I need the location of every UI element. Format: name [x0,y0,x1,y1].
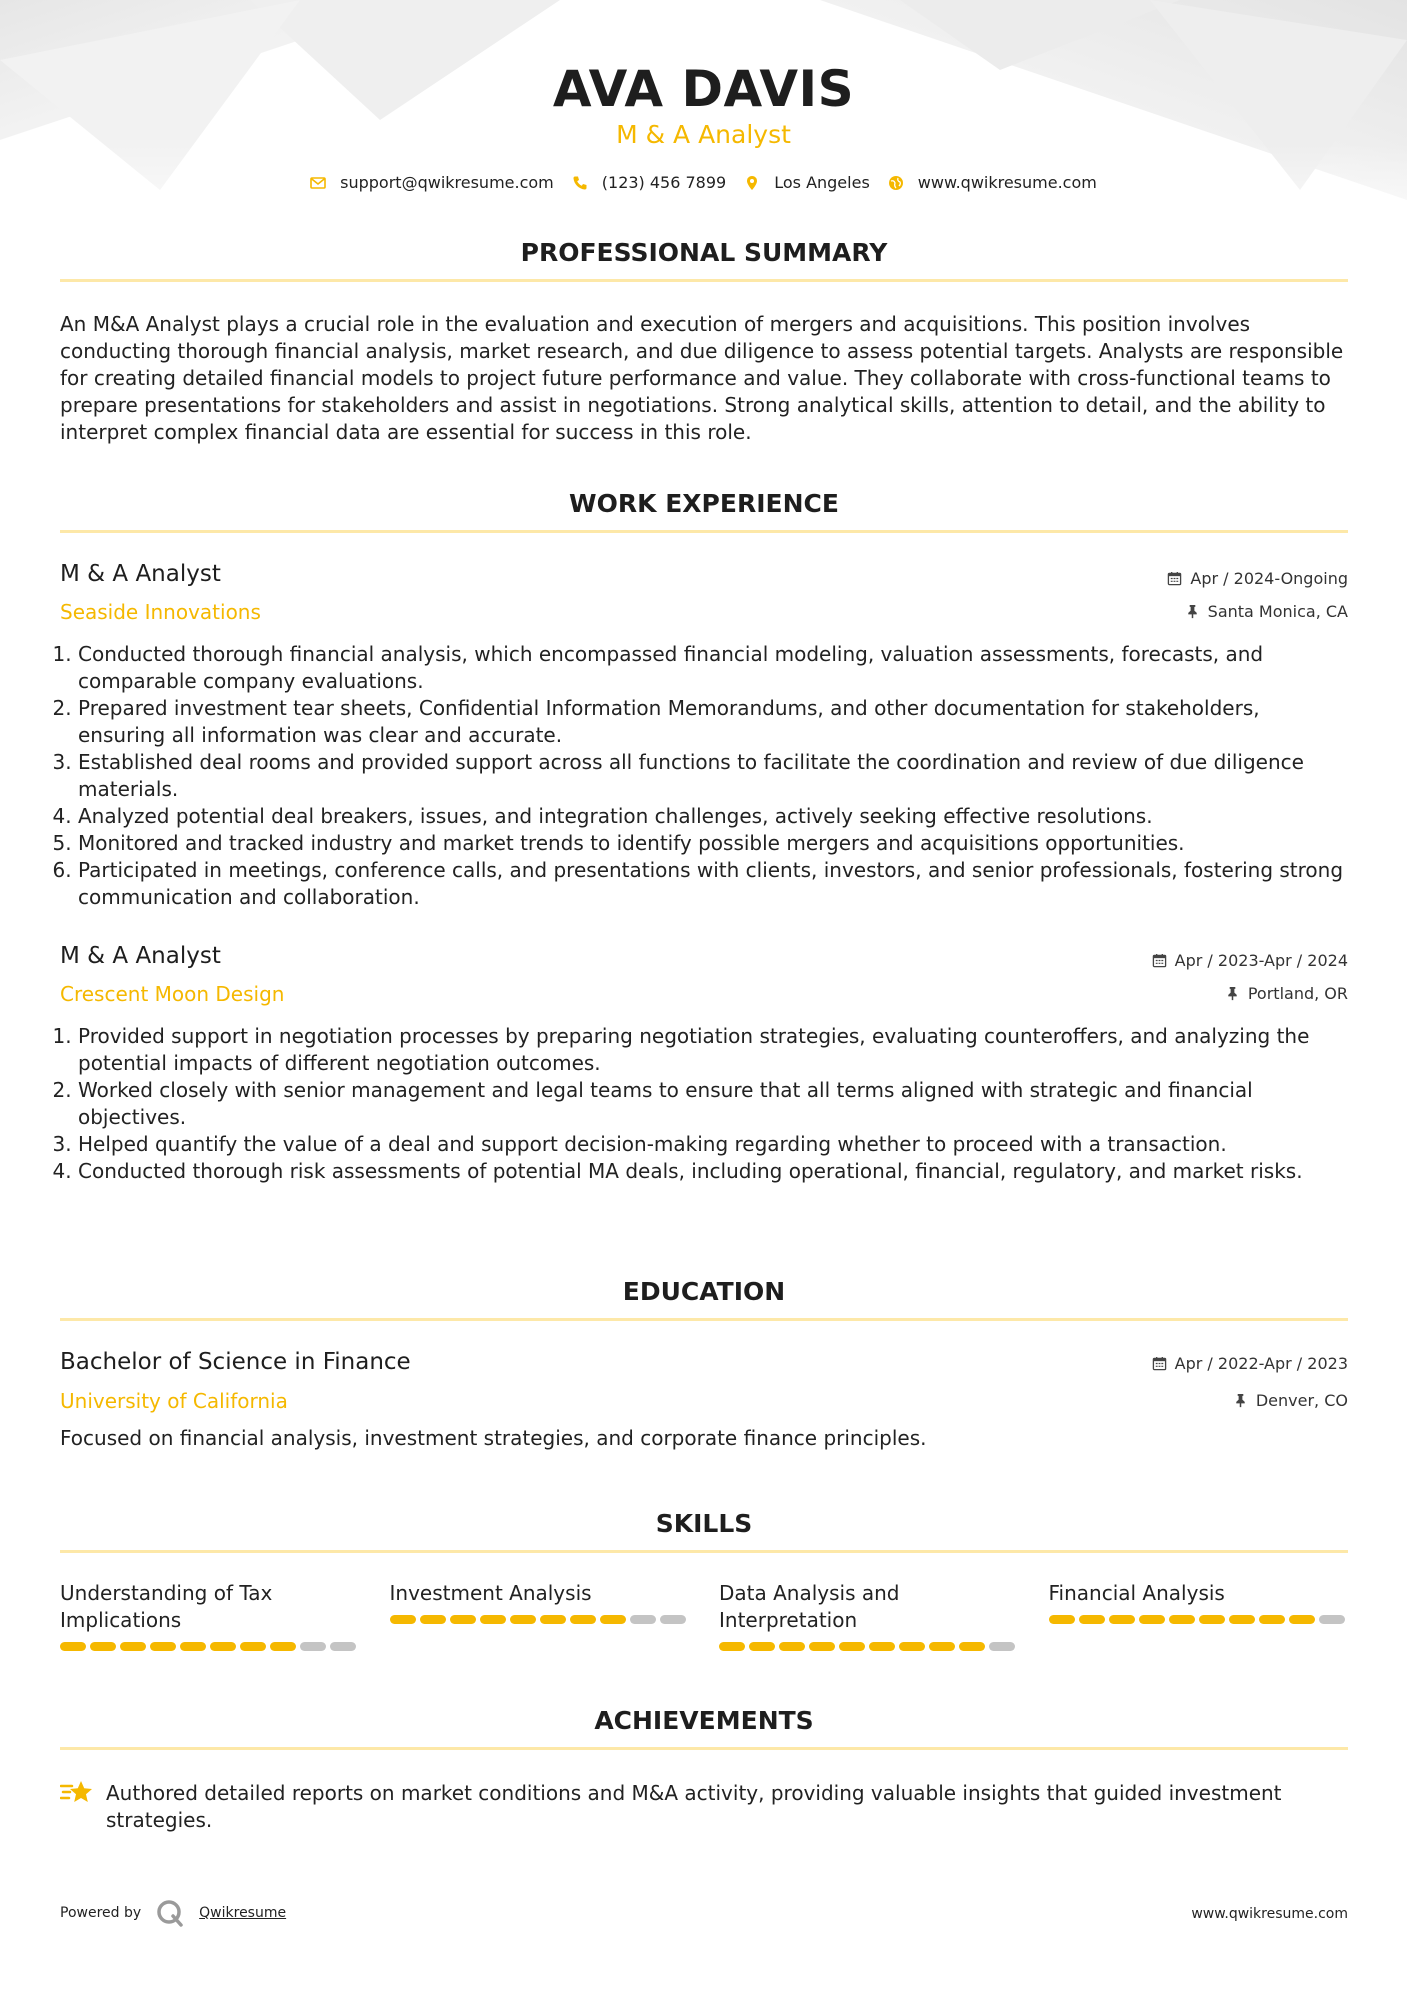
skill-item [1049,1580,1349,1651]
rating-segment-filled [1199,1615,1225,1624]
rating-segment-filled [180,1642,206,1651]
rating-segment-filled [1229,1615,1255,1624]
contact-phone[interactable] [572,173,726,192]
rating-segment-filled [779,1642,805,1651]
qwikresume-link[interactable]: Qwikresume [199,1905,287,1921]
list-item: 2. Prepared investment tear sheets, Confidential Information Memorandums, and other documentation for stakeholders, ensuring all information was clear and accurate. [78,695,1350,749]
calendar-icon [1167,571,1182,586]
list-item: 2. Worked closely with senior management and legal teams to ensure that all terms aligned with strategic and financial objectives. [78,1077,1350,1131]
job-bullets [60,641,1350,911]
rating-segment-filled [839,1642,865,1651]
skill-rating-bar [390,1615,690,1624]
rating-segment-filled [450,1615,476,1624]
powered-by-label: Powered by [60,1905,142,1921]
list-item: 3. Helped quantify the value of a deal and support decision-making regarding whether to proceed with a transaction. [78,1131,1350,1158]
contact-website[interactable] [888,173,1097,192]
education-location-text: Denver, CO [1255,1391,1348,1410]
phone-icon [572,175,588,191]
rating-segment-filled [1079,1615,1105,1624]
education-location [1233,1391,1348,1410]
job-dates-text: Apr / 2024-Ongoing [1190,569,1348,588]
rating-segment-filled [600,1615,626,1624]
summary-text: An M&A Analyst plays a crucial role in the evaluation and execution of mergers and acquisitions. This position involves conducting thorough financial analysis, market research, and due diligence to assess potential targets. Analysts are responsible for creating detailed financial models to project future performance and value. They collaborate with cross-functional teams to prepare presentations for stakeholders and assist in negotiations. Strong analytical skills, attention to detail, and the ability to interpret complex financial data are essential for success in this role. [60,312,1344,444]
candidate-name: AVA DAVIS [552,60,855,118]
rating-segment-filled [1259,1615,1285,1624]
rating-segment-filled [929,1642,955,1651]
skill-item [390,1580,690,1651]
pushpin-icon [1185,604,1200,619]
job-title: M & A Analyst [60,943,221,969]
education-heading: EDUCATION [60,1277,1348,1321]
rating-segment-filled [540,1615,566,1624]
rating-segment-filled [480,1615,506,1624]
rating-segment-filled [390,1615,416,1624]
rating-segment-filled [120,1642,146,1651]
rating-segment-filled [510,1615,536,1624]
job-bullets [60,1023,1350,1185]
job-dates [1167,569,1348,588]
rating-segment-empty [1319,1615,1345,1624]
skill-name: Investment Analysis [389,1581,592,1605]
company-name: Seaside Innovations [60,600,261,624]
map-pin-icon [744,175,760,191]
skill-rating-bar [719,1642,1019,1651]
education-dates-text: Apr / 2022-Apr / 2023 [1174,1354,1348,1373]
calendar-icon [1152,953,1167,968]
school-name: University of California [60,1389,288,1413]
job-location [1185,602,1348,621]
skill-name: Data Analysis and Interpretation [719,1581,900,1632]
skill-name: Financial Analysis [1048,1581,1225,1605]
rating-segment-filled [869,1642,895,1651]
rating-segment-filled [240,1642,266,1651]
education-dates [1152,1354,1348,1373]
rating-segment-filled [959,1642,985,1651]
list-item: 4. Analyzed potential deal breakers, issues, and integration challenges, actively seeking effective resolutions. [78,803,1350,830]
list-item: 3. Established deal rooms and provided support across all functions to facilitate the coordination and review of due diligence materials. [78,749,1350,803]
skill-item [719,1580,1019,1651]
achievement-item [60,1780,1350,1834]
qwikresume-logo-icon [155,1898,185,1928]
rating-segment-filled [899,1642,925,1651]
achievement-text: Authored detailed reports on market conditions and M&A activity, providing valuable insights that guided investment strategies. [106,1781,1282,1832]
rating-segment-empty [660,1615,686,1624]
rating-segment-filled [809,1642,835,1651]
education-description: Focused on financial analysis, investment strategies, and corporate finance principles. [60,1426,927,1450]
shooting-star-icon [60,1778,94,1808]
rating-segment-empty [330,1642,356,1651]
rating-segment-filled [1139,1615,1165,1624]
footer-powered-by [60,1898,286,1928]
list-item: 4. Conducted thorough risk assessments of potential MA deals, including operational, financial, regulatory, and market risks. [78,1158,1350,1185]
summary-heading: PROFESSIONAL SUMMARY [60,238,1348,282]
skills-grid [60,1580,1348,1651]
job-title: M & A Analyst [60,561,221,587]
pushpin-icon [1233,1393,1248,1408]
contact-bar [0,173,1407,192]
envelope-icon [310,175,326,191]
job-dates [1152,951,1348,970]
rating-segment-filled [60,1642,86,1651]
globe-icon [888,175,904,191]
contact-email[interactable] [310,173,554,192]
rating-segment-filled [1169,1615,1195,1624]
rating-segment-filled [210,1642,236,1651]
rating-segment-empty [300,1642,326,1651]
skills-heading: SKILLS [60,1509,1348,1553]
job-location-text: Portland, OR [1247,984,1348,1003]
contact-website-text: www.qwikresume.com [917,173,1097,192]
contact-location [744,173,870,192]
pushpin-icon [1225,986,1240,1001]
rating-segment-filled [749,1642,775,1651]
contact-phone-text: (123) 456 7899 [601,173,727,192]
experience-heading: WORK EXPERIENCE [60,489,1348,533]
achievements-heading: ACHIEVEMENTS [60,1706,1348,1750]
list-item: 6. Participated in meetings, conference calls, and presentations with clients, investors, and senior professionals, fostering strong communication and collaboration. [78,857,1350,911]
contact-email-text: support@qwikresume.com [340,173,554,192]
degree-title: Bachelor of Science in Finance [60,1349,411,1375]
skill-rating-bar [60,1642,360,1651]
footer-site-link[interactable]: www.qwikresume.com [1191,1906,1348,1922]
job-dates-text: Apr / 2023-Apr / 2024 [1174,951,1348,970]
skill-rating-bar [1049,1615,1349,1624]
rating-segment-filled [719,1642,745,1651]
list-item: 1. Provided support in negotiation processes by preparing negotiation strategies, evaluating counteroffers, and analyzing the potential impacts of different negotiation outcomes. [78,1023,1350,1077]
list-item: 5. Monitored and tracked industry and market trends to identify possible mergers and acquisitions opportunities. [78,830,1350,857]
job-location [1225,984,1348,1003]
rating-segment-filled [1049,1615,1075,1624]
contact-location-text: Los Angeles [774,173,870,192]
rating-segment-filled [270,1642,296,1651]
candidate-title: M & A Analyst [616,120,791,149]
rating-segment-filled [1109,1615,1135,1624]
rating-segment-empty [630,1615,656,1624]
rating-segment-empty [989,1642,1015,1651]
list-item: 1. Conducted thorough financial analysis, which encompassed financial modeling, valuation assessments, forecasts, and comparable company evaluations. [78,641,1350,695]
rating-segment-filled [1289,1615,1315,1624]
rating-segment-filled [570,1615,596,1624]
skill-item [60,1580,360,1651]
rating-segment-filled [150,1642,176,1651]
company-name: Crescent Moon Design [60,982,285,1006]
calendar-icon [1152,1356,1167,1371]
rating-segment-filled [90,1642,116,1651]
skill-name: Understanding of Tax Implications [60,1581,273,1632]
job-location-text: Santa Monica, CA [1207,602,1348,621]
rating-segment-filled [420,1615,446,1624]
